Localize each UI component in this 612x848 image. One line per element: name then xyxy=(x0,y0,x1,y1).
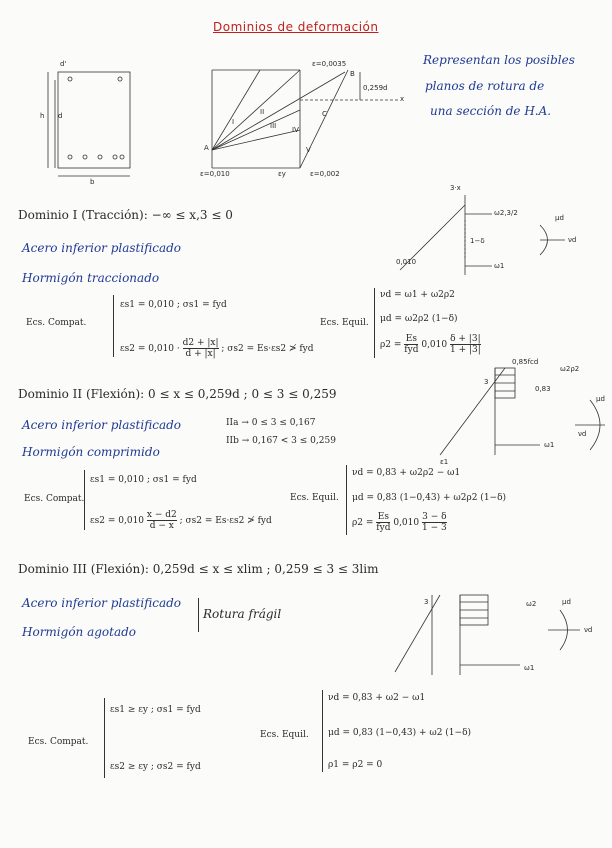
domain2-equil3-den1: fyd xyxy=(376,523,391,533)
domain2-compat2-den: d − x xyxy=(149,521,174,531)
domain2-equil2: μd = 0,83 (1−0,43) + ω2ρ2 (1−δ) xyxy=(352,493,507,503)
domain3-compat-bracket xyxy=(104,698,105,778)
d2-fig-mu: μd xyxy=(596,395,605,403)
d1-fig-eps: 0,010 xyxy=(396,258,417,266)
d2-fig-force: 0,83 xyxy=(535,385,551,393)
label-eps-right: ε=0,002 xyxy=(310,170,340,178)
domain1-compat2-a: εs2 = 0,010 · xyxy=(120,344,183,354)
label-eps-bottom: ε=0,010 xyxy=(200,170,230,178)
pivot-line xyxy=(212,110,300,150)
domain1-compat2 xyxy=(120,338,314,359)
domain1-compat2-b: ; σs2 = Es·εs2 ≯ fyd xyxy=(221,344,314,354)
bottom-rebar xyxy=(113,155,117,159)
domain2-equil3 xyxy=(352,512,447,533)
label-xlim-val: 0,259d xyxy=(363,84,388,92)
top-rebar xyxy=(118,77,122,81)
pivot-line xyxy=(212,70,260,150)
d2-fig-x: 3 xyxy=(484,378,489,386)
domain1-equil2: μd = ω2ρ2 (1−δ) xyxy=(380,314,458,324)
domain3-note: Rotura frágil xyxy=(203,607,282,621)
domain2-equil3-a: ρ2 = xyxy=(352,518,377,528)
domain1-line1: Acero inferior plastificado xyxy=(22,241,181,255)
label-d-prime: d' xyxy=(60,60,67,68)
label-domain-V: V xyxy=(306,146,311,154)
domain1-equil-bracket xyxy=(374,288,375,358)
domain1-compat2-num: d2 + |x| xyxy=(182,338,219,348)
domain2-compat2-num: x − d2 xyxy=(146,510,177,520)
label-xlim: x xyxy=(400,95,405,103)
label-A: A xyxy=(204,144,209,152)
domain3-line2: Hormigón agotado xyxy=(22,625,137,639)
bottom-rebar xyxy=(98,155,102,159)
domain2-compat-bracket xyxy=(84,470,85,530)
d2-fig-zone: 0,85fcd xyxy=(512,358,539,366)
domain3-equil-label: Ecs. Equil. xyxy=(260,730,309,740)
domain2-compat2 xyxy=(90,510,272,531)
domain3-note-bracket xyxy=(198,598,199,632)
d3-fig-x: 3 xyxy=(424,598,429,606)
domain3-compat2: εs2 ≥ εy ; σs2 = fyd xyxy=(110,762,201,772)
d1-fig-top: 3·x xyxy=(450,184,461,192)
domain3-equil3: ρ1 = ρ2 = 0 xyxy=(328,760,383,770)
domain1-equil-label: Ecs. Equil. xyxy=(320,318,369,328)
label-domain-I: I xyxy=(232,118,235,126)
d2-fig-nu: νd xyxy=(578,430,587,438)
domain2-heading: Dominio II (Flexión): 0 ≤ x ≤ 0,259d ; 0 ≤ 3 ≤ 0,259 xyxy=(18,387,337,401)
domain1-compat1: εs1 = 0,010 ; σs1 = fyd xyxy=(120,300,227,310)
domain1-compat-label: Ecs. Compat. xyxy=(26,318,87,328)
domain2-equil3-num1: Es xyxy=(377,512,389,522)
intro-line-2: planos de rotura de xyxy=(425,79,545,93)
bottom-rebar xyxy=(83,155,87,159)
intro-line-1: Representan los posibles xyxy=(423,53,575,67)
domain3-equil-bracket xyxy=(322,690,323,772)
domain1-equil3-a: ρ2 = xyxy=(380,340,405,350)
label-eps-top: ε=0,0035 xyxy=(312,60,347,68)
pivot-line xyxy=(212,70,300,150)
domain3-compat-label: Ecs. Compat. xyxy=(28,737,89,747)
domain1-compat2-den: d + |x| xyxy=(185,349,216,359)
label-domain-II: II xyxy=(260,108,265,116)
domain2-sub-b: IIb → 0,167 < 3 ≤ 0,259 xyxy=(226,436,336,446)
label-h: h xyxy=(40,112,45,120)
domain2-sub-a: IIa → 0 ≤ 3 ≤ 0,167 xyxy=(226,418,316,428)
domain1-equil3-den2: 1 + |3| xyxy=(449,345,481,355)
label-eps-y: εy xyxy=(278,170,286,178)
d2-fig-eps: ε1 xyxy=(440,458,449,466)
label-b: b xyxy=(90,178,95,186)
domain2-equil3-num2: 3 − δ xyxy=(422,512,447,522)
domain3-equil1: νd = 0,83 + ω2 − ω1 xyxy=(328,693,426,703)
top-rebar xyxy=(68,77,72,81)
domain1-equil3-num2: δ + |3| xyxy=(450,334,481,344)
domain2-compat-label: Ecs. Compat. xyxy=(24,494,85,504)
domain2-equil3-b: 0,010 xyxy=(393,518,422,528)
domain1-heading: Dominio I (Tracción): −∞ ≤ x,3 ≤ 0 xyxy=(18,208,233,222)
bottom-rebar xyxy=(68,155,72,159)
domain1-compat-bracket xyxy=(113,295,114,357)
domain3-equil2: μd = 0,83 (1−0,43) + ω2 (1−δ) xyxy=(328,728,471,738)
d3-fig-nu: νd xyxy=(584,626,593,634)
d2-fig-w2: ω2ρ2 xyxy=(560,365,580,373)
domain2-line2: Hormigón comprimido xyxy=(22,445,160,459)
domain1-equil3-num1: Es xyxy=(405,334,417,344)
domain1-line2: Hormigón traccionado xyxy=(22,271,160,285)
d1-fig-w1: ω1 xyxy=(494,262,505,270)
domain2-equil1: νd = 0,83 + ω2ρ2 − ω1 xyxy=(352,468,461,478)
d1-fig-w2: ω2,3/2 xyxy=(494,209,518,217)
section-outline xyxy=(58,72,130,168)
domain2-compat2-a: εs2 = 0,010 xyxy=(90,516,147,526)
pivot-line xyxy=(212,130,300,150)
label-B: B xyxy=(350,70,355,78)
label-d: d xyxy=(58,112,63,120)
domain2-equil-bracket xyxy=(346,465,347,535)
domain2-compat2-b: ; σs2 = Es·εs2 ≯ fyd xyxy=(179,516,272,526)
domain1-equil3 xyxy=(380,334,481,355)
d1-fig-mid: 1−δ xyxy=(470,237,485,245)
domain2-compat1: εs1 = 0,010 ; σs1 = fyd xyxy=(90,475,197,485)
domain2-equil3-den2: 1 − 3 xyxy=(421,523,447,533)
domain2-equil-label: Ecs. Equil. xyxy=(290,493,339,503)
d3-fig-w2: ω2 xyxy=(526,600,537,608)
domain1-equil1: νd = ω1 + ω2ρ2 xyxy=(380,290,455,300)
domain1-equil3-den1: fyd xyxy=(404,345,419,355)
intro-line-3: una sección de H.A. xyxy=(430,104,552,118)
bottom-rebar xyxy=(120,155,124,159)
label-domain-IV: IV xyxy=(292,126,299,134)
domain3-heading: Dominio III (Flexión): 0,259d ≤ x ≤ xlim ; 0,259 ≤ 3 ≤ 3lim xyxy=(18,562,379,576)
d1-fig-mu: μd xyxy=(555,214,564,222)
d2-fig-w1: ω1 xyxy=(544,441,555,449)
domain1-equil3-b: 0,010 xyxy=(421,340,450,350)
page-title: Dominios de deformación xyxy=(213,20,379,34)
d3-fig-mu: μd xyxy=(562,598,571,606)
domain3-line1: Acero inferior plastificado xyxy=(22,596,181,610)
domain2-line1: Acero inferior plastificado xyxy=(22,418,181,432)
d3-fig-w1: ω1 xyxy=(524,664,535,672)
d3-strain-line xyxy=(395,595,440,672)
label-domain-III: III xyxy=(270,122,277,130)
domain3-compat1: εs1 ≥ εy ; σs1 = fyd xyxy=(110,705,201,715)
label-C: C xyxy=(322,110,327,118)
d1-fig-nu: νd xyxy=(568,236,577,244)
